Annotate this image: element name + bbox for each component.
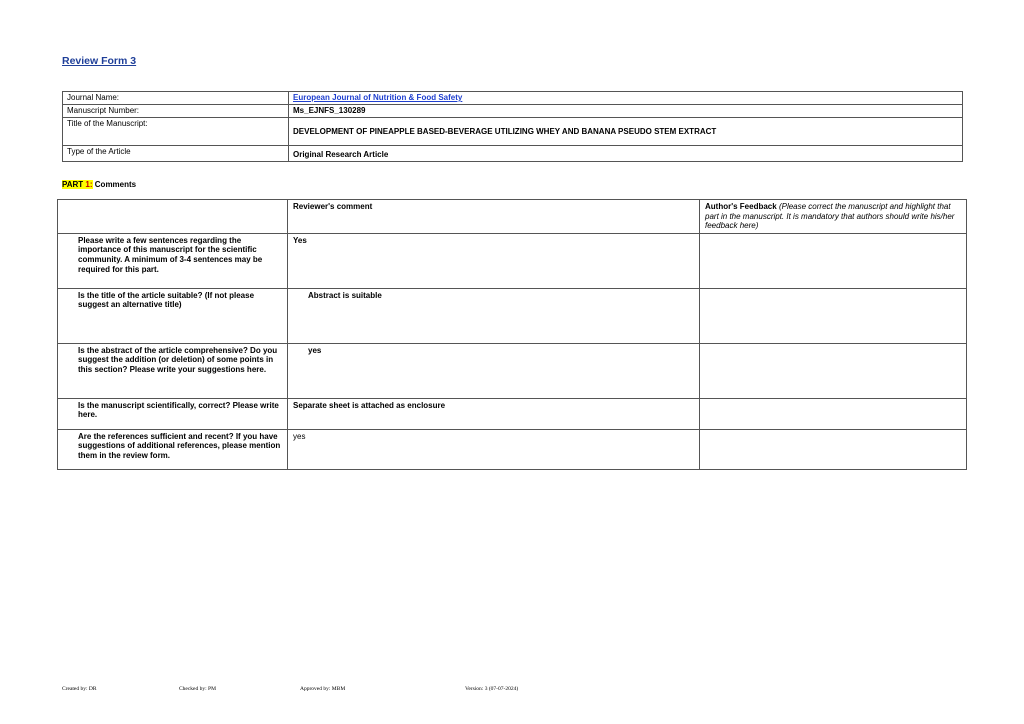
comments-table — [57, 199, 967, 470]
footer-version: Version: 3 (07-07-2024) — [465, 686, 519, 692]
author-feedback-cell[interactable] — [700, 429, 967, 469]
manuscript-number-row — [63, 105, 963, 118]
footer-checked: Checked by: PM — [179, 686, 216, 692]
article-type-label: Type of the Article — [63, 146, 289, 162]
author-feedback-cell[interactable] — [700, 288, 967, 343]
manuscript-title-label: Title of the Manuscript: — [63, 118, 289, 146]
manuscript-info-table — [62, 91, 963, 162]
comments-header-row — [58, 200, 967, 234]
author-feedback-cell[interactable] — [700, 398, 967, 429]
footer-created: Created by: DR — [62, 686, 97, 692]
author-feedback-header — [700, 200, 967, 234]
article-type-value: Original Research Article — [289, 146, 963, 162]
reviewer-answer-cell[interactable]: yes — [288, 429, 700, 469]
author-feedback-cell[interactable] — [700, 233, 967, 288]
table-row — [58, 233, 967, 288]
table-row — [58, 343, 967, 398]
journal-link[interactable]: European Journal of Nutrition & Food Safety — [293, 93, 463, 102]
question-cell: Are the references sufficient and recent? If you have suggestions of additional references, please mention them in the review form. — [58, 429, 288, 469]
article-type-row — [63, 146, 963, 162]
reviewer-answer-cell[interactable]: Yes — [288, 233, 700, 288]
reviewer-answer-cell[interactable]: yes — [288, 343, 700, 398]
header-empty-cell — [58, 200, 288, 234]
part-number: 1: — [85, 180, 93, 189]
reviewer-answer-cell[interactable]: Abstract is suitable — [288, 288, 700, 343]
author-feedback-note: (Please correct the manuscript and highlight that part in the manuscript. It is mandatory that authors should write his/her feedback here) — [705, 202, 955, 231]
part-heading — [62, 180, 136, 189]
author-feedback-cell[interactable] — [700, 343, 967, 398]
reviewer-comment-header: Reviewer's comment — [288, 200, 700, 234]
reviewer-answer-cell[interactable]: Separate sheet is attached as enclosure — [288, 398, 700, 429]
manuscript-title-value: DEVELOPMENT OF PINEAPPLE BASED-BEVERAGE UTILIZING WHEY AND BANANA PSEUDO STEM EXTRACT — [289, 118, 963, 146]
question-cell: Is the abstract of the article comprehensive? Do you suggest the addition (or deletion) of some points in this section? Please write your suggestions here. — [58, 343, 288, 398]
manuscript-title-row — [63, 118, 963, 146]
journal-value-cell — [289, 92, 963, 105]
table-row — [58, 288, 967, 343]
journal-label: Journal Name: — [63, 92, 289, 105]
question-cell: Is the manuscript scientifically, correct? Please write here. — [58, 398, 288, 429]
author-feedback-title: Author's Feedback — [705, 202, 777, 211]
question-cell: Is the title of the article suitable? (If not please suggest an alternative title) — [58, 288, 288, 343]
part-label: Comments — [94, 180, 137, 189]
part-prefix: PART — [62, 180, 84, 189]
table-row — [58, 398, 967, 429]
table-row — [58, 429, 967, 469]
footer-approved: Approved by: MBM — [300, 686, 346, 692]
manuscript-number-value: Ms_EJNFS_130289 — [289, 105, 963, 118]
manuscript-number-label: Manuscript Number: — [63, 105, 289, 118]
form-title: Review Form 3 — [62, 55, 137, 67]
question-cell: Please write a few sentences regarding the importance of this manuscript for the scientific community. A minimum of 3-4 sentences may be required for this part. — [58, 233, 288, 288]
journal-row — [63, 92, 963, 105]
